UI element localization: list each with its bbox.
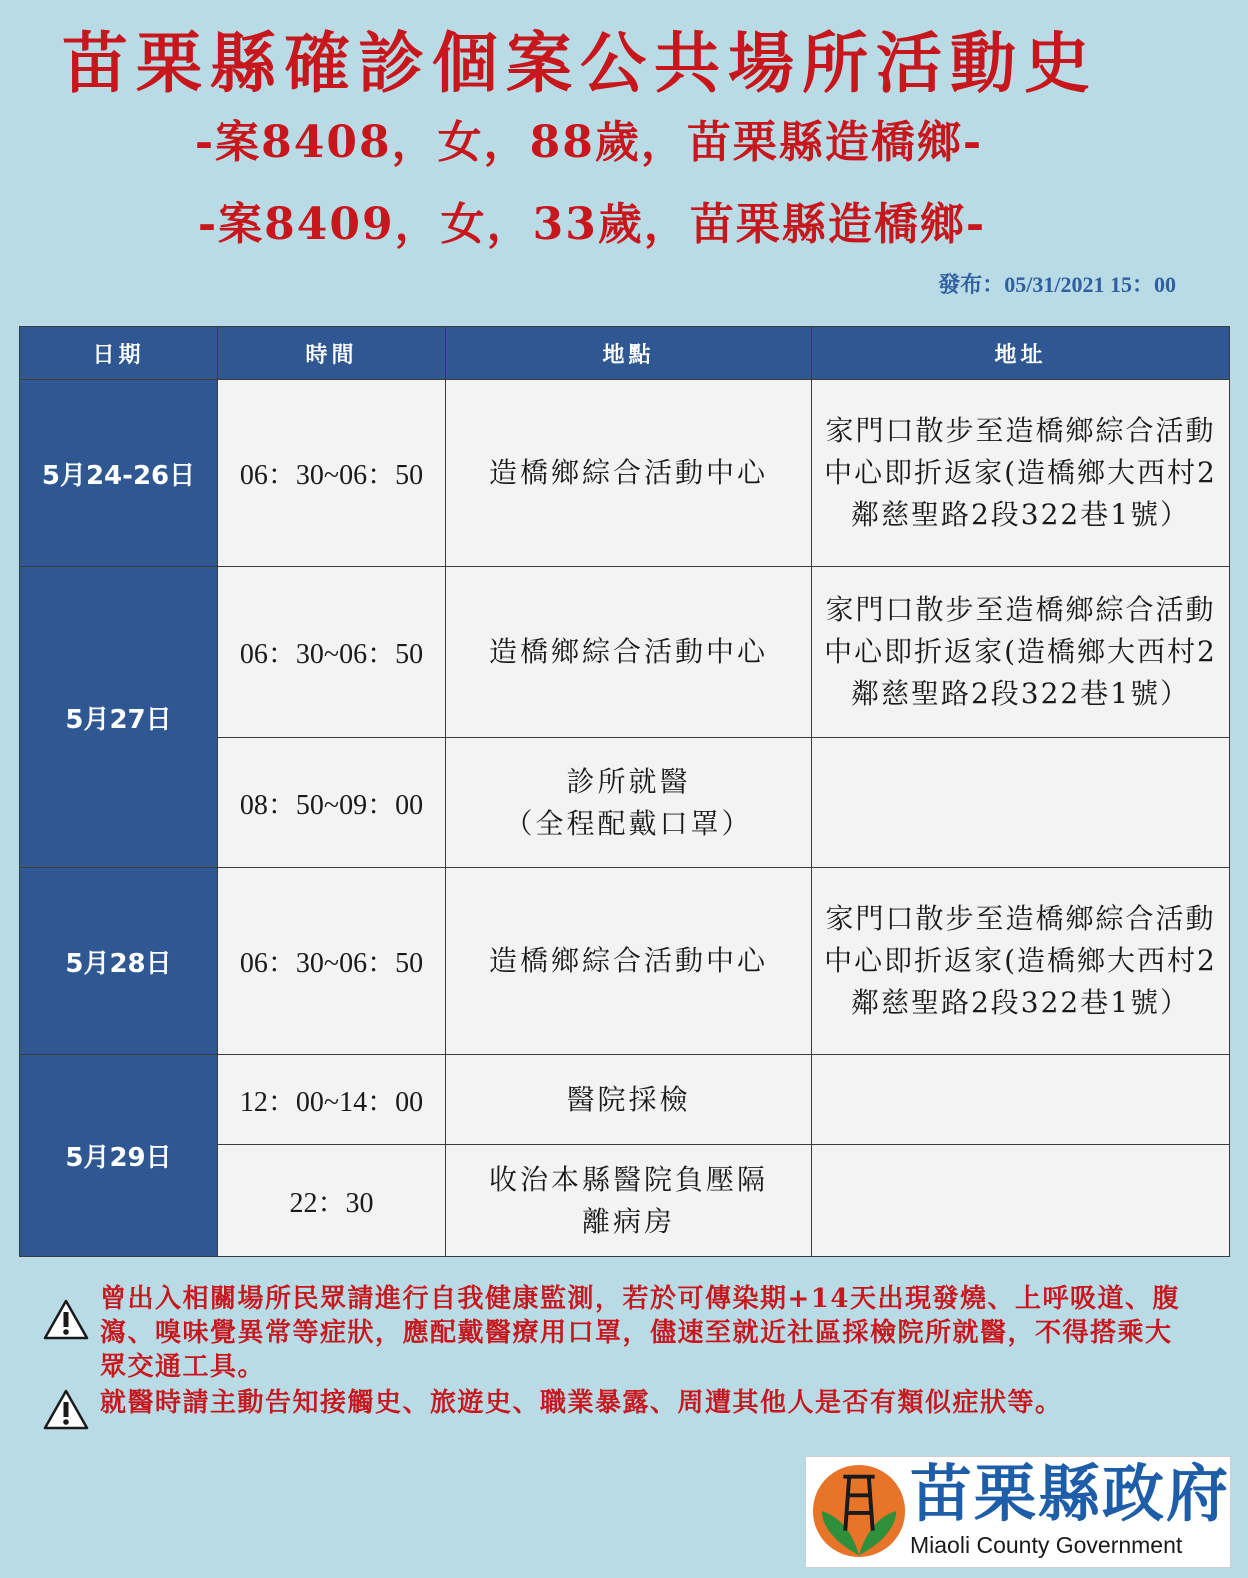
place-line: 診所就醫 [566, 764, 691, 798]
address-cell [812, 1055, 1230, 1145]
logo-name-en: Miaoli County Government [910, 1532, 1183, 1558]
warning-triangle-icon [42, 1298, 90, 1342]
time-cell: 12：00~14：00 [218, 1055, 446, 1145]
note-item [40, 1282, 1180, 1384]
place-cell: 造橋鄉綜合活動中心 [446, 567, 812, 738]
date-cell: 5月29日 [20, 1055, 218, 1257]
address-cell: 家門口散步至造橋鄉綜合活動中心即折返家(造橋鄉大西村2鄰慈聖路2段322巷1號） [812, 567, 1230, 738]
county-logo [805, 1456, 1231, 1568]
table-header-row [20, 327, 1230, 380]
date-cell: 5月28日 [20, 868, 218, 1055]
header-time: 時間 [218, 327, 446, 380]
time-cell: 08：50~09：00 [218, 738, 446, 868]
time-cell: 06：30~06：50 [218, 380, 446, 567]
table-row [20, 1055, 1230, 1145]
place-cell [446, 1145, 812, 1257]
health-notes [40, 1282, 1180, 1422]
date-cell: 5月27日 [20, 567, 218, 868]
address-cell: 家門口散步至造橋鄉綜合活動中心即折返家(造橋鄉大西村2鄰慈聖路2段322巷1號） [812, 380, 1230, 567]
table-row [20, 567, 1230, 738]
address-cell [812, 1145, 1230, 1257]
header-place: 地點 [446, 327, 812, 380]
note-text: 就醫時請主動告知接觸史、旅遊史、職業暴露、周遭其他人是否有類似症狀等。 [100, 1388, 1063, 1418]
table-row [20, 380, 1230, 567]
page-title: 苗栗縣確診個案公共場所活動史 [62, 24, 1098, 102]
address-cell: 家門口散步至造橋鄉綜合活動中心即折返家(造橋鄉大西村2鄰慈聖路2段322巷1號） [812, 868, 1230, 1055]
note-text: 曾出入相關場所民眾請進行自我健康監測，若於可傳染期+14天出現發燒、上呼吸道、腹瀉、嗅味覺異常等症狀，應配戴醫療用口罩，儘速至就近社區採檢院所就醫，不得搭乘大眾交通工具。 [100, 1284, 1180, 1382]
case-line-8408: -案8408，女，88歲，苗栗縣造橋鄉- [194, 117, 984, 168]
publish-timestamp: 發布：05/31/2021 15：00 [938, 272, 1176, 297]
time-cell: 06：30~06：50 [218, 567, 446, 738]
time-cell: 22：30 [218, 1145, 446, 1257]
note-item [40, 1386, 1180, 1420]
header-date: 日期 [20, 327, 218, 380]
place-cell: 醫院採檢 [446, 1055, 812, 1145]
case-line-8409: -案8409，女，33歲，苗栗縣造橋鄉- [197, 199, 987, 250]
table-row [20, 868, 1230, 1055]
logo-name-cn: 苗栗縣政府 [910, 1457, 1231, 1530]
warning-triangle-icon [42, 1388, 90, 1432]
time-cell: 06：30~06：50 [218, 868, 446, 1055]
place-line: 收治本縣醫院負壓隔 [488, 1162, 768, 1196]
county-emblem-icon [810, 1461, 908, 1561]
header-address: 地址 [812, 327, 1230, 380]
place-line: （全程配戴口罩） [504, 806, 753, 840]
place-cell: 造橋鄉綜合活動中心 [446, 868, 812, 1055]
date-cell: 5月24-26日 [20, 380, 218, 567]
place-cell [446, 738, 812, 868]
place-cell: 造橋鄉綜合活動中心 [446, 380, 812, 567]
place-line: 離病房 [581, 1204, 675, 1238]
activity-table [19, 326, 1230, 1257]
address-cell [812, 738, 1230, 868]
